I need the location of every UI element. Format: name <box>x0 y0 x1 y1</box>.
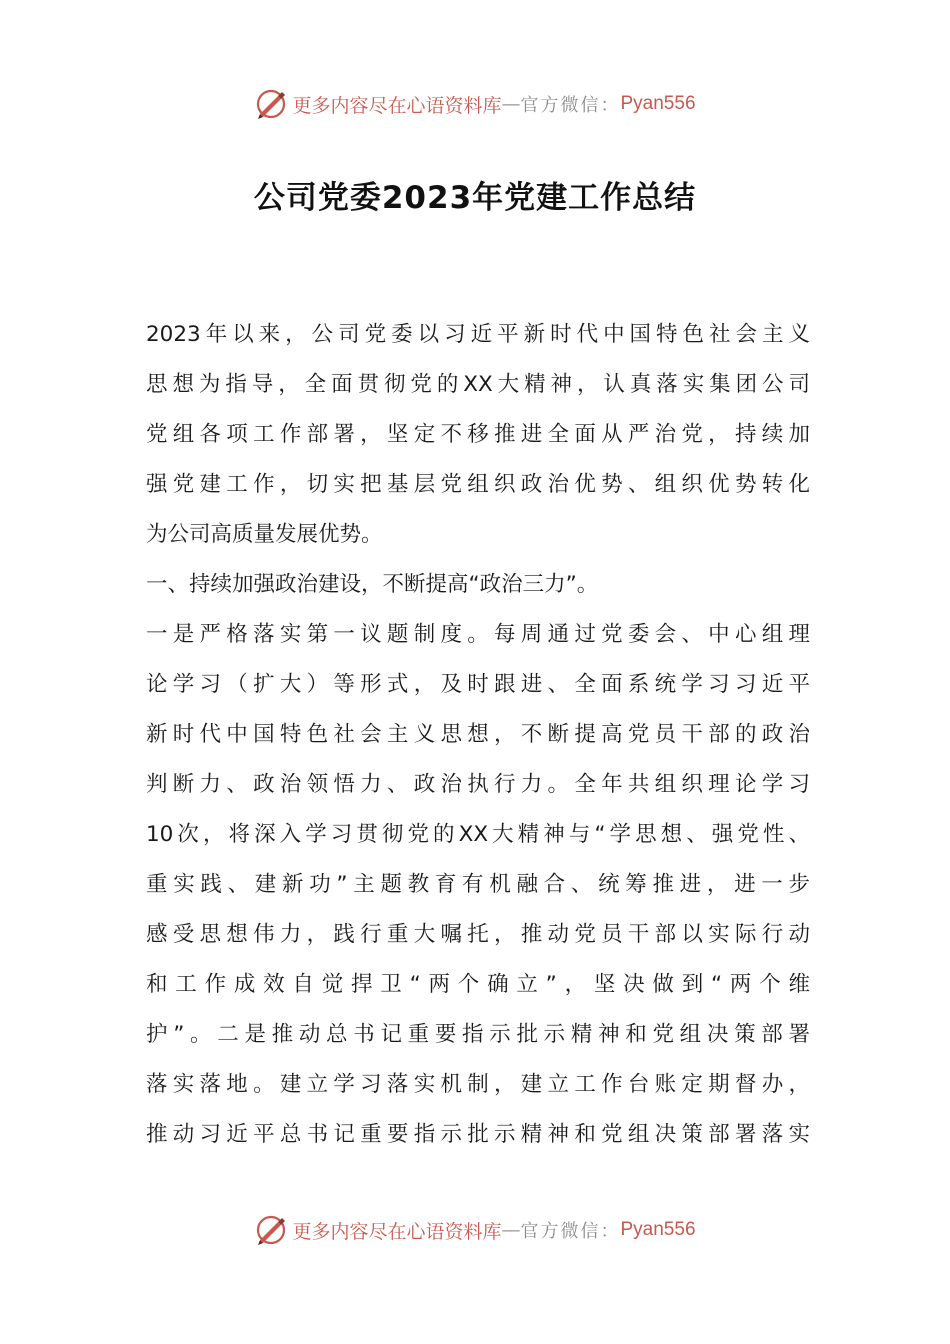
watermark-label: 官方微信： <box>520 1221 621 1242</box>
body-line: 推动习近平总书记重要指示批示精神和党组决策部署落实 <box>146 1122 810 1147</box>
body-line: 护”。二是推动总书记重要指示批示精神和党组决策部署 <box>146 1022 810 1047</box>
document-title: 公司党委2023年党建工作总结 <box>253 180 697 216</box>
body-line: 判断力、政治领悟力、政治执行力。全年共组织理论学习 <box>146 772 810 797</box>
body-line: 2023年以来，公司党委以习近平新时代中国特色社会主义 <box>146 322 810 347</box>
body-line: 思想为指导，全面贯彻党的XX大精神，认真落实集团公司 <box>146 372 810 397</box>
body-line: 感受思想伟力，践行重大嘱托，推动党员干部以实际行动 <box>146 922 810 947</box>
watermark-text: 更多内容尽在心语资料库 <box>292 94 502 117</box>
pen-logo-icon <box>254 87 288 121</box>
watermark-separator: — <box>501 1219 521 1241</box>
watermark-wechat-id: Pyan556 <box>620 93 696 114</box>
section-heading: 一、持续加强政治建设，不断提高“政治三力”。 <box>146 572 599 597</box>
body-line: 一是严格落实第一议题制度。每周通过党委会、中心组理 <box>146 622 810 647</box>
body-line: 为公司高质量发展优势。 <box>146 522 383 547</box>
watermark-text: 更多内容尽在心语资料库 <box>292 1220 502 1243</box>
body-line: 重实践、建新功”主题教育有机融合、统筹推进，进一步 <box>146 872 810 897</box>
watermark-separator: — <box>501 93 521 115</box>
watermark-label: 官方微信： <box>520 95 621 116</box>
header-watermark <box>0 84 950 124</box>
body-line: 党组各项工作部署，坚定不移推进全面从严治党，持续加 <box>146 422 810 447</box>
body-line: 新时代中国特色社会主义思想，不断提高党员干部的政治 <box>146 722 810 747</box>
document-body <box>146 310 810 1160</box>
body-line: 强党建工作，切实把基层党组织政治优势、组织优势转化 <box>146 472 810 497</box>
body-line: 10次，将深入学习贯彻党的XX大精神与“学思想、强党性、 <box>146 822 810 847</box>
watermark-wechat-id: Pyan556 <box>620 1219 696 1240</box>
pen-logo-icon <box>254 1213 288 1247</box>
body-line: 和工作成效自觉捍卫“两个确立”，坚决做到“两个维 <box>146 972 810 997</box>
footer-watermark <box>0 1210 950 1250</box>
body-line: 落实落地。建立学习落实机制，建立工作台账定期督办， <box>146 1072 810 1097</box>
body-line: 论学习（扩大）等形式，及时跟进、全面系统学习习近平 <box>146 672 810 697</box>
